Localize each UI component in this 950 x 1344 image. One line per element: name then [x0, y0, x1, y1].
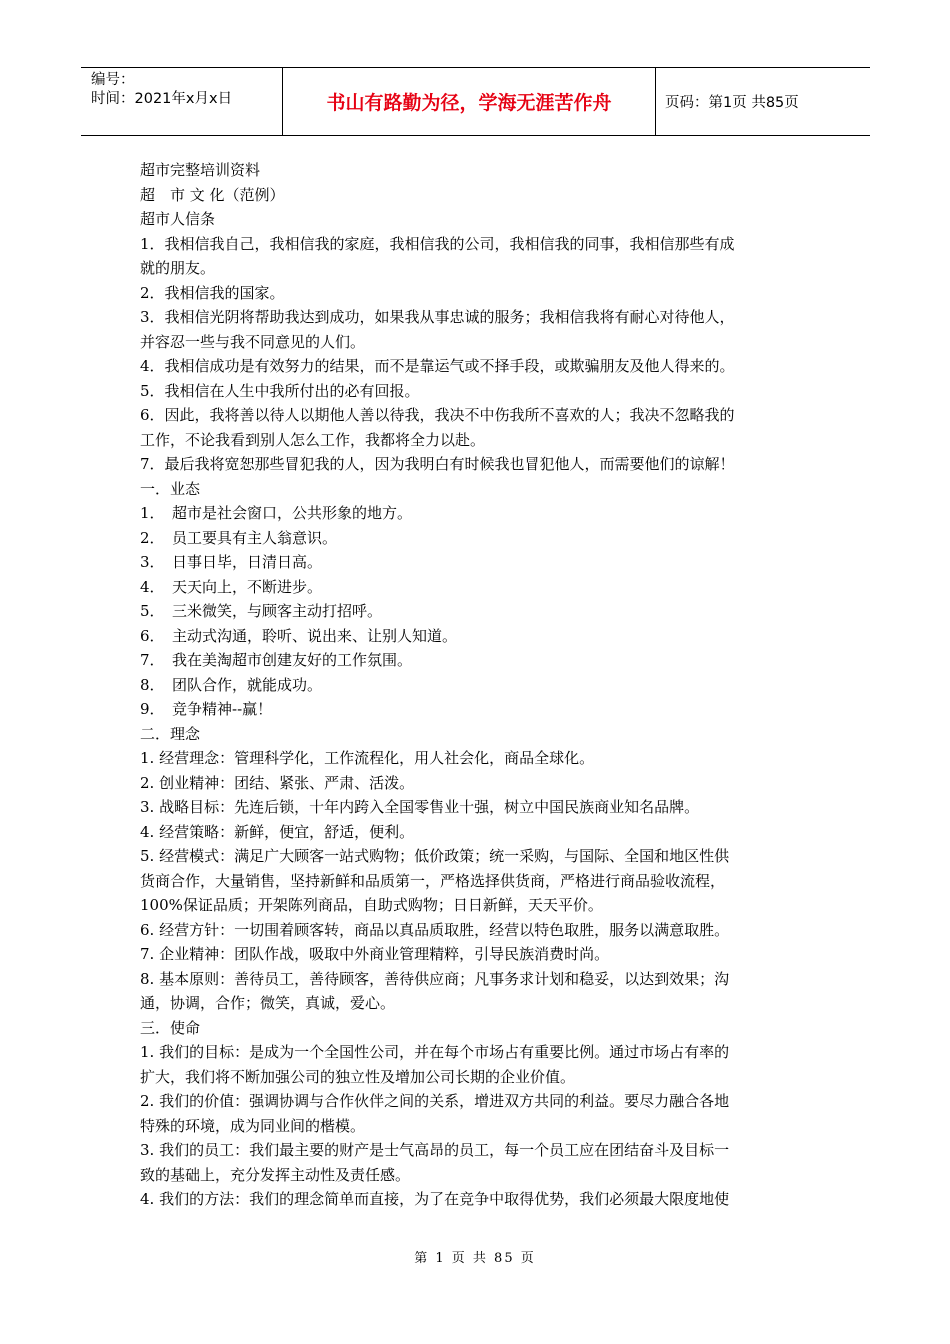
text-line: 3. 战略目标：先连后锁，十年内跨入全国零售业十强，树立中国民族商业知名品牌。: [140, 798, 700, 816]
text-line: 4. 经营策略：新鲜，便宜，舒适，便利。: [140, 822, 415, 841]
page-info: 页码：第1页 共85页: [665, 95, 799, 111]
text-line: 7．最后我将宽恕那些冒犯我的人，因为我明白有时候我也冒犯他人，而需要他们的谅解！: [140, 455, 735, 473]
text-line: 超市人信条: [140, 210, 216, 228]
text-line: 8． 团队合作，就能成功。: [140, 675, 323, 694]
text-line: 二．理念: [140, 724, 201, 743]
text-line: 2. 我们的价值：强调协调与合作伙伴之间的关系，增进双方共同的利益。要尽力融合各地: [140, 1092, 730, 1110]
text-line: 通，协调，合作；微笑，真诚，爱心。: [140, 994, 396, 1012]
text-line: 8. 基本原则：善待员工，善待顾客，善待供应商；凡事务求计划和稳妥，以达到效果；沟: [140, 969, 730, 988]
text-line: 2．我相信我的国家。: [140, 283, 285, 302]
text-line: 就的朋友。: [140, 259, 216, 277]
text-line: 1． 超市是社会窗口，公共形象的地方。: [140, 504, 413, 522]
text-line: 超市完整培训资料: [140, 161, 261, 179]
text-line: 4. 我们的方法：我们的理念简单而直接，为了在竞争中取得优势，我们必须最大限度地使: [140, 1190, 730, 1208]
text-line: 3. 我们的员工：我们最主要的财产是士气高昂的员工，每一个员工应在团结奋斗及目标一: [140, 1141, 730, 1159]
text-line: 工作，不论我看到别人怎么工作，我都将全力以赴。: [140, 430, 486, 449]
text-line: 5．我相信在人生中我所付出的必有回报。: [140, 381, 420, 400]
text-line: 2. 创业精神：团结、紧张、严肃、活泼。: [140, 773, 415, 792]
text-line: 4． 天天向上，不断进步。: [140, 577, 323, 596]
text-line: 100%保证品质；开架陈列商品，自助式购物；日日新鲜，天天平价。: [140, 896, 603, 914]
text-line: 并容忍一些与我不同意见的人们。: [140, 332, 366, 351]
text-line: 致的基础上，充分发挥主动性及责任感。: [140, 1165, 411, 1184]
text-line: 7. 企业精神：团队作战，吸取中外商业管理精粹，引导民族消费时尚。: [140, 945, 610, 963]
text-line: 2． 员工要具有主人翁意识。: [140, 528, 338, 547]
text-line: 3． 日事日毕，日清日高。: [140, 553, 323, 571]
page-footer: 第 1 页 共 85 页: [414, 1251, 536, 1266]
document-body: [140, 158, 820, 1212]
text-line: 5． 三米微笑，与顾客主动打招呼。: [140, 602, 383, 620]
text-line: 特殊的环境，成为同业间的楷模。: [140, 1116, 366, 1135]
text-line: 7． 我在美淘超市创建友好的工作氛围。: [140, 651, 413, 669]
text-line: 9． 竞争精神--赢！: [140, 700, 273, 718]
header-table: [81, 67, 870, 136]
text-line: 6．因此，我将善以待人以期他人善以待我，我决不中伤我所不喜欢的人；我决不忽略我的: [140, 406, 735, 424]
text-line: 4．我相信成功是有效努力的结果，而不是靠运气或不择手段，或欺骗朋友及他人得来的。: [140, 357, 735, 375]
text-line: 一．业态: [140, 479, 201, 498]
text-line: 1. 经营理念：管理科学化，工作流程化，用人社会化，商品全球化。: [140, 749, 595, 767]
text-line: 三．使命: [140, 1018, 201, 1037]
text-line: 6. 经营方针：一切围着顾客转，商品以真品质取胜，经营以特色取胜，服务以满意取胜。: [140, 920, 730, 939]
text-line: 扩大，我们将不断加强公司的独立性及增加公司长期的企业价值。: [140, 1067, 576, 1086]
text-line: 5. 经营模式：满足广大顾客一站式购物；低价政策；统一采购，与国际、全国和地区性供: [140, 847, 730, 865]
text-line: 1. 我们的目标：是成为一个全国性公司，并在每个市场占有重要比例。通过市场占有率的: [140, 1043, 730, 1061]
header-left-cell: [81, 68, 283, 135]
number-label: 编号：: [91, 72, 135, 88]
time-label: 时间：2021年x月x日: [91, 91, 233, 107]
text-line: 3．我相信光阴将帮助我达到成功，如果我从事忠诚的服务；我相信我将有耐心对待他人，: [140, 308, 735, 326]
text-line: 1．我相信我自己，我相信我的家庭，我相信我的公司，我相信我的同事，我相信那些有成: [140, 234, 735, 253]
text-line: 超 市 文 化（范例）: [140, 185, 285, 204]
motto: 书山有路勤为径，学海无涯苦作舟: [283, 68, 656, 135]
text-line: 货商合作，大量销售，坚持新鲜和品质第一，严格选择供货商，严格进行商品验收流程，: [140, 871, 726, 890]
text-line: 6． 主动式沟通，聆听、说出来、让别人知道。: [140, 626, 458, 645]
